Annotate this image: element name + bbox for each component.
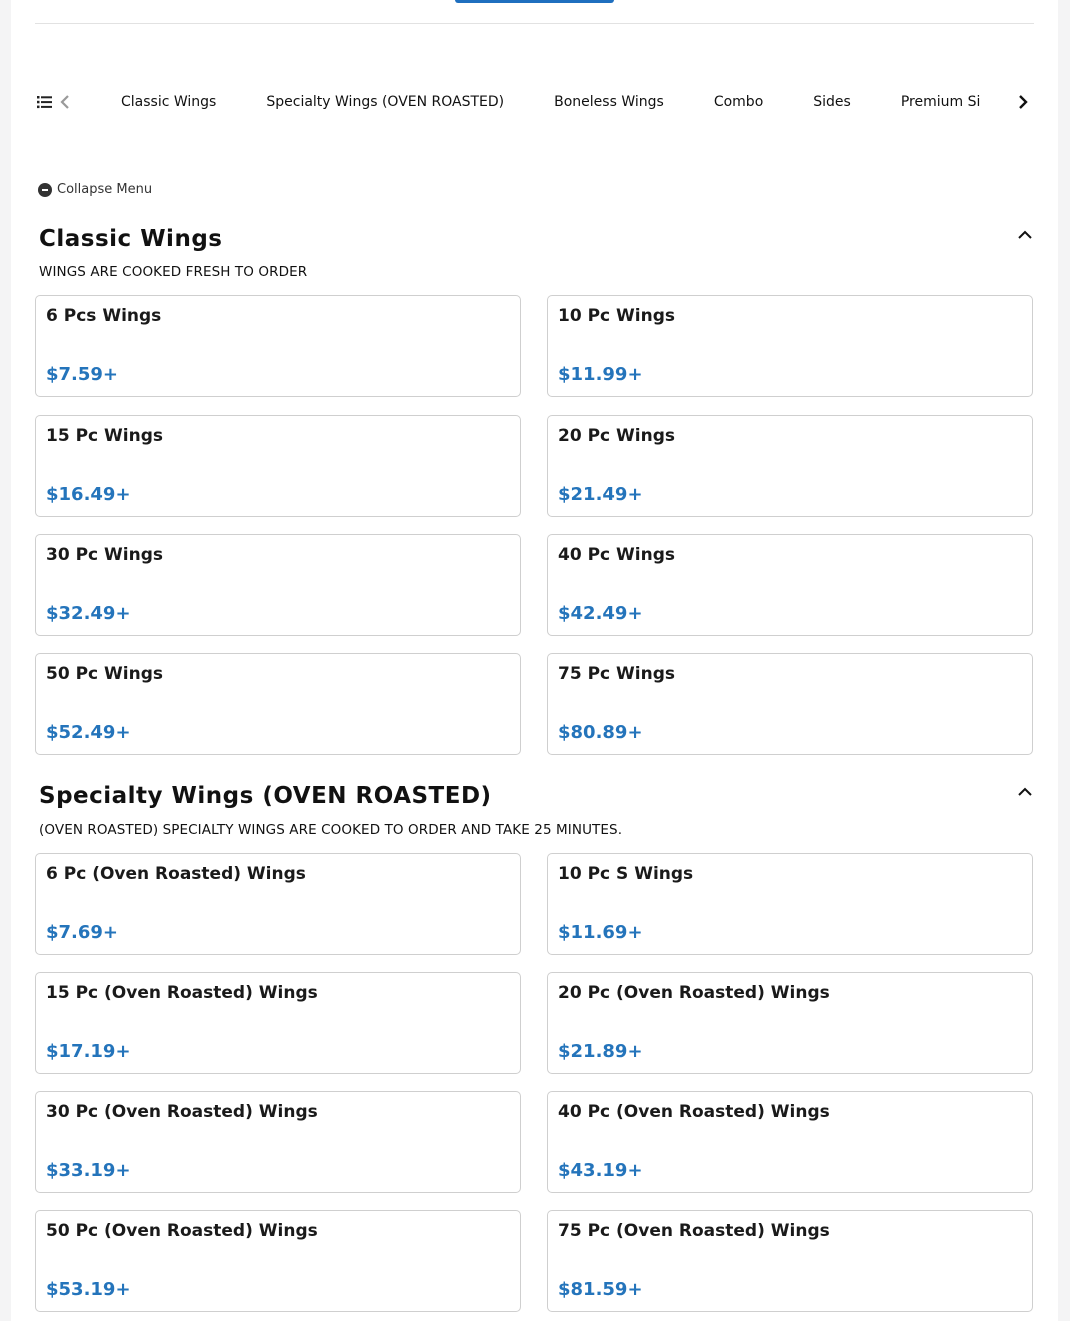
menu-item-card[interactable] [35,415,521,517]
collapse-menu-label: Collapse Menu [57,182,153,197]
menu-item-card[interactable] [547,972,1033,1074]
item-price: $21.89+ [558,1041,643,1062]
item-price: $33.19+ [46,1160,131,1181]
item-price: $7.59+ [46,364,119,385]
list-icon[interactable] [37,94,53,110]
menu-item-card[interactable] [35,295,521,397]
item-name: 20 Pc (Oven Roasted) Wings [558,983,830,1003]
item-price: $11.69+ [558,922,643,943]
section-title: Classic Wings [39,226,223,252]
item-price: $52.49+ [46,722,131,743]
chevron-left-icon[interactable] [59,93,71,111]
menu-item-card[interactable] [35,1091,521,1193]
menu-item-card[interactable] [547,295,1033,397]
category-nav [0,84,1070,120]
chevron-up-icon[interactable] [1017,785,1033,797]
item-name: 20 Pc Wings [558,426,675,446]
category-tab-classic-wings[interactable]: Classic Wings [121,94,217,110]
menu-item-card[interactable] [35,1210,521,1312]
item-name: 6 Pcs Wings [46,306,162,326]
menu-item-card[interactable] [547,415,1033,517]
collapse-menu-button[interactable] [38,182,152,197]
item-name: 30 Pc Wings [46,545,163,565]
item-price: $42.49+ [558,603,643,624]
item-name: 10 Pc S Wings [558,864,694,884]
category-tab-premium-sides[interactable]: Premium Si [900,94,981,110]
item-price: $21.49+ [558,484,643,505]
item-price: $32.49+ [46,603,131,624]
top-divider [35,23,1034,24]
item-name: 75 Pc Wings [558,664,675,684]
menu-item-card[interactable] [35,972,521,1074]
item-name: 40 Pc Wings [558,545,675,565]
menu-item-card[interactable] [547,1091,1033,1193]
item-price: $43.19+ [558,1160,643,1181]
menu-item-card[interactable] [547,653,1033,755]
top-action-button-edge[interactable] [455,0,614,3]
item-price: $81.59+ [558,1279,643,1300]
section-description: WINGS ARE COOKED FRESH TO ORDER [39,264,308,280]
minus-circle-icon [38,183,52,197]
item-name: 10 Pc Wings [558,306,675,326]
section-title: Specialty Wings (OVEN ROASTED) [39,783,492,809]
item-price: $80.89+ [558,722,643,743]
menu-item-card[interactable] [547,534,1033,636]
menu-item-card[interactable] [547,853,1033,955]
category-tab-sides[interactable]: Sides [813,94,851,110]
menu-item-card[interactable] [547,1210,1033,1312]
menu-item-card[interactable] [35,534,521,636]
category-tab-boneless-wings[interactable]: Boneless Wings [554,94,664,110]
item-name: 15 Pc (Oven Roasted) Wings [46,983,318,1003]
item-price: $17.19+ [46,1041,131,1062]
item-name: 30 Pc (Oven Roasted) Wings [46,1102,318,1122]
category-tab-combo[interactable]: Combo [713,94,764,110]
category-tab-specialty-wings[interactable]: Specialty Wings (OVEN ROASTED) [266,94,505,110]
item-name: 15 Pc Wings [46,426,163,446]
chevron-right-icon[interactable] [1016,93,1030,111]
item-price: $53.19+ [46,1279,131,1300]
item-price: $16.49+ [46,484,131,505]
item-name: 6 Pc (Oven Roasted) Wings [46,864,306,884]
item-name: 40 Pc (Oven Roasted) Wings [558,1102,830,1122]
section-description: (OVEN ROASTED) SPECIALTY WINGS ARE COOKED TO ORDER AND TAKE 25 MINUTES. [39,822,623,838]
chevron-up-icon[interactable] [1017,228,1033,240]
menu-item-card[interactable] [35,853,521,955]
item-name: 50 Pc (Oven Roasted) Wings [46,1221,318,1241]
menu-item-card[interactable] [35,653,521,755]
item-price: $7.69+ [46,922,119,943]
item-name: 75 Pc (Oven Roasted) Wings [558,1221,830,1241]
item-name: 50 Pc Wings [46,664,163,684]
item-price: $11.99+ [558,364,643,385]
category-track [96,84,982,120]
